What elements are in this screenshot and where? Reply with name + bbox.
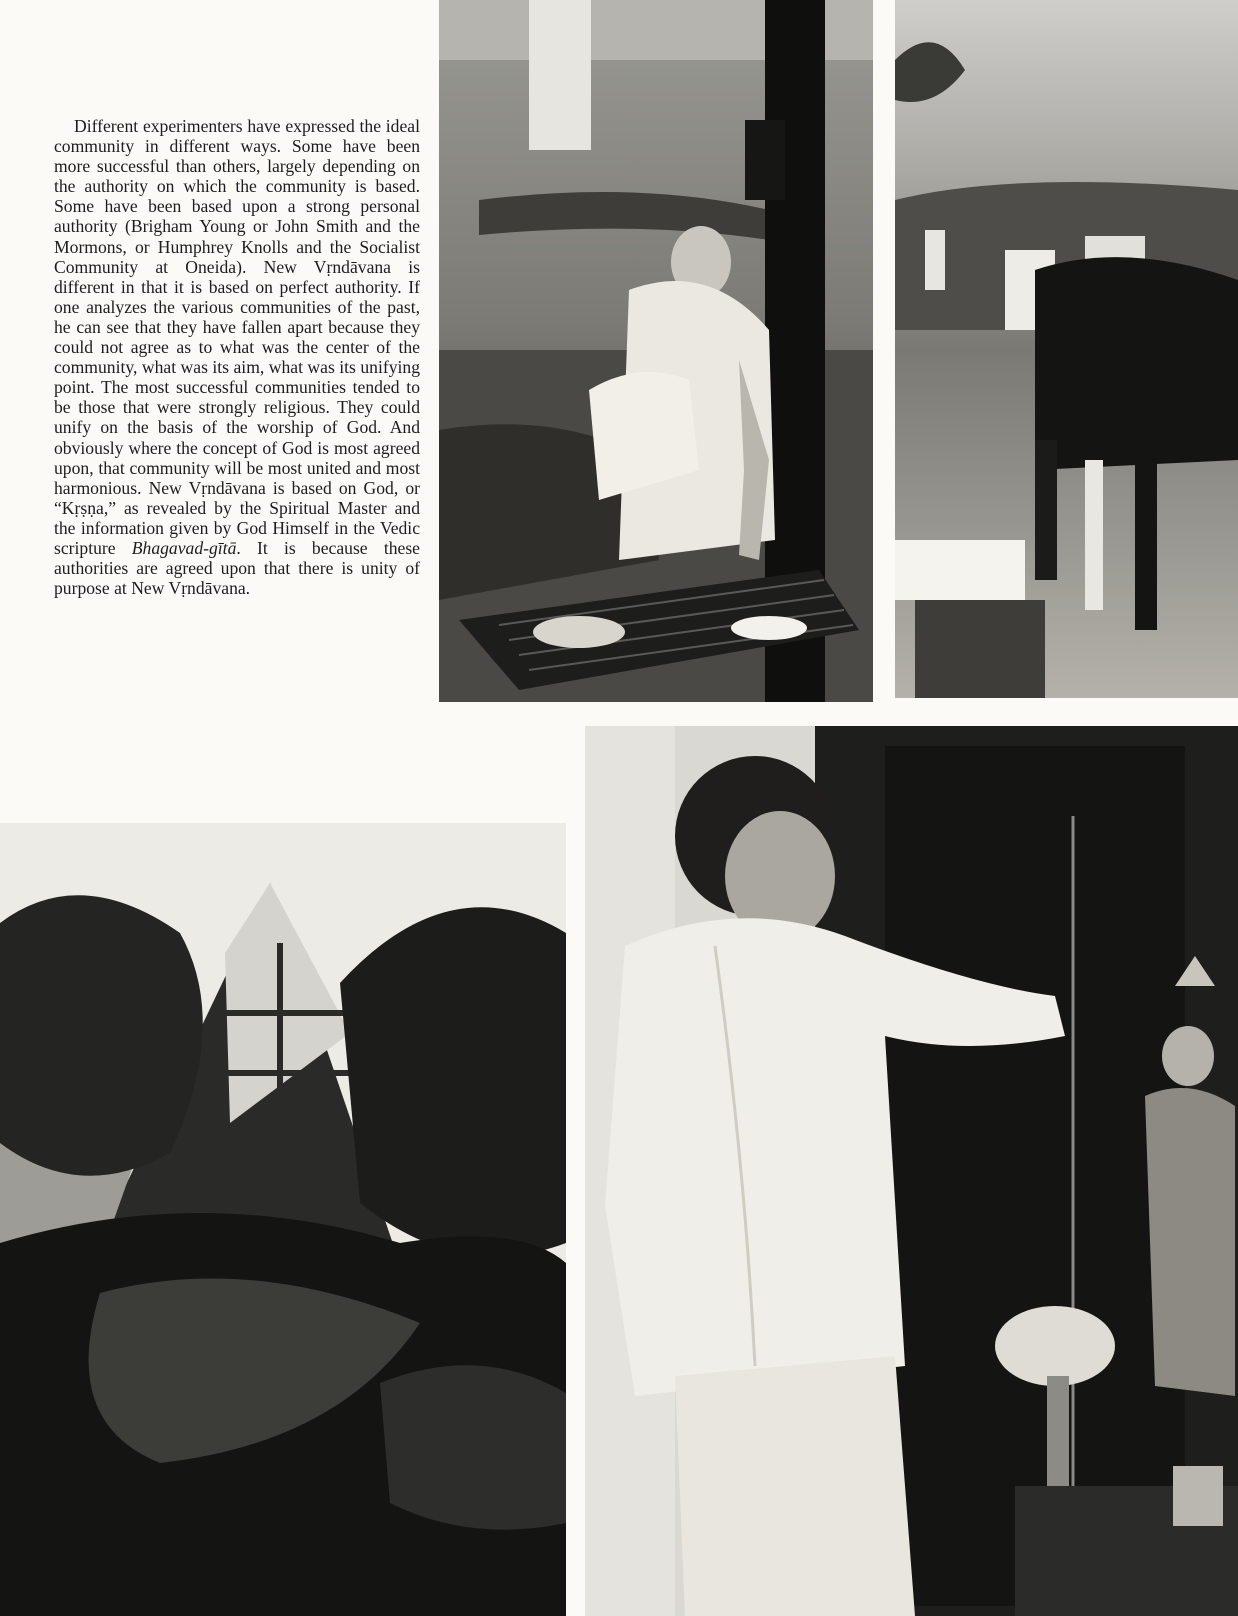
article-paragraph-tail: . It is because these authorities are agreed upon that there is unity of purpose at New Vṛndāvana. (54, 537, 420, 599)
photo-cow (895, 0, 1238, 698)
photo-a-frame-house (0, 823, 566, 1616)
article-paragraph (54, 116, 420, 598)
article-text (54, 116, 420, 598)
scripture-title: Bhagavad-gītā (131, 537, 237, 558)
photo-devotee-cooking (439, 0, 873, 702)
photo-altar-offering (585, 726, 1238, 1616)
article-paragraph-lead: Different experimenters have expressed the ideal community in different ways. Some have been more successful than others, largely depending on the authority on which the community is based. Some have been based upon a strong personal authority (Brigham Young or John Smith and the Mormons, or Humphrey Knolls and the Socialist Community at Oneida). New Vṛndāvana is different in that it is based on perfect authority. If one analyzes the various communities of the past, he can see that they have fallen apart because they could not agree as to what was the center of the community, what was its aim, what was its unifying point. The most successful communities tended to be those that were strongly religious. They could unify on the basis of the worship of God. And obviously where the concept of God is most agreed upon, that community will be most united and most harmonious. New Vṛndāvana is based on God, or “Kṛṣṇa,” as revealed by the Spiritual Master and the information given by God Himself in the Vedic scripture (54, 116, 420, 558)
